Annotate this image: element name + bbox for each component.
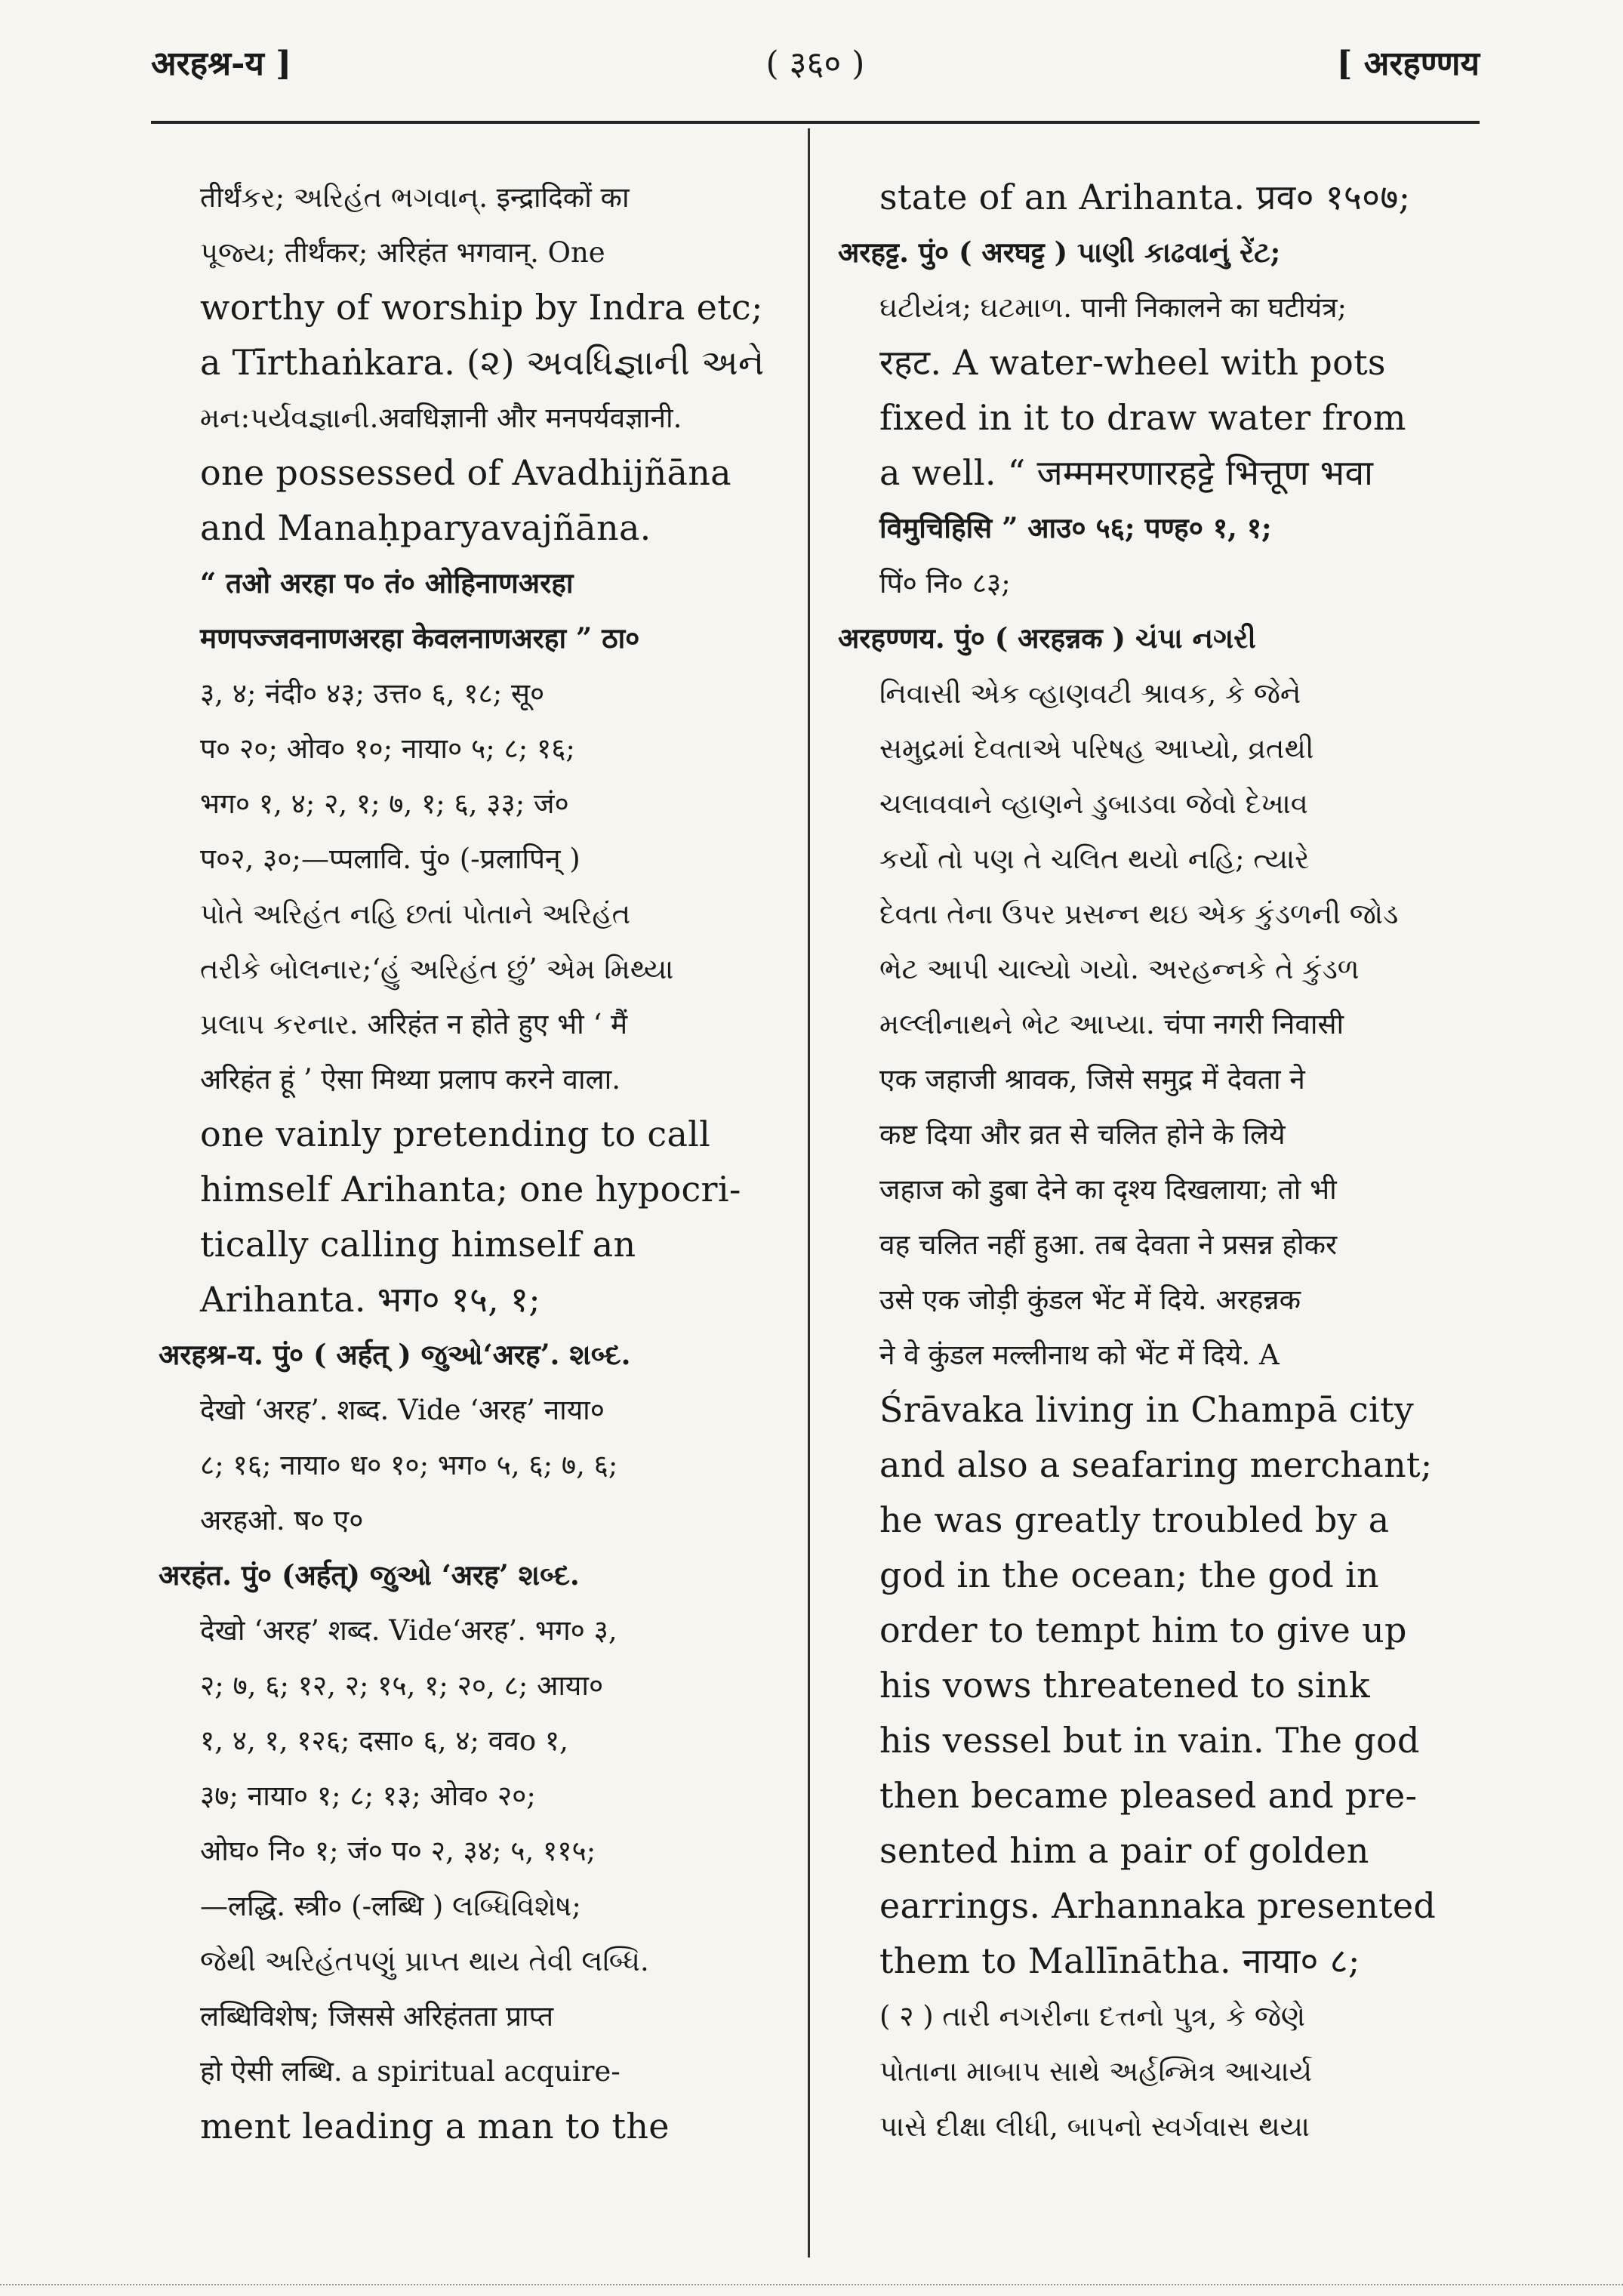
page-number: ( ३६० ) [765, 45, 865, 83]
text-line: a Tīrthaṅkara. (૨) અવધિજ્ઞાની અને [200, 342, 765, 383]
text-line: लब्धिविशेष; जिससे अरिहंतता प्राप्त [200, 2000, 554, 2032]
left-column [159, 170, 793, 2154]
text-line: his vessel but in vain. The god [879, 1720, 1420, 1761]
right-column [838, 170, 1476, 2154]
text-line: कष्ट दिया और व्रत से चलित होने के लिये [879, 1118, 1286, 1151]
text-line: ચલાવવાને વ્હાણને ડુબાડવા જેવો દેખાવ [879, 787, 1308, 820]
text-line: મન:પર્યવજ્ઞાની.अवधिज्ञानी और मनपर्यवज्ञानी. [200, 402, 682, 434]
header-left-guideword: अरहश्र-य ] [151, 45, 292, 83]
text-line: god in the ocean; the god in [879, 1555, 1379, 1595]
text-line: ( २ ) તારી નગરીના દત્તનો પુત્ર, કે જેણે [879, 2000, 1306, 2032]
text-line: देखो ‘अरह’ शब्द. Vide‘अरह’. भग० ३, [200, 1614, 617, 1647]
text-line: order to tempt him to give up [879, 1610, 1407, 1650]
text-line: પૂજ્ય; तीर्थंकर; अरिहंत भगवान्. One [200, 236, 605, 269]
text-line: देखो ‘अरह’. शब्द. Vide ‘अरह’ नाया० [200, 1394, 605, 1426]
text-line: वह चलित नहीं हुआ. तब देवता ने प्रसन्न होकर [879, 1228, 1338, 1261]
text-line: નિવાસી એક વ્હાણવટી શ્રાવક, કે જેને [879, 677, 1301, 710]
text-line: સમુદ્રમાં દેવતાએ પરિષહ આપ્યો, વ્રતથી [879, 732, 1314, 765]
text-line: one possessed of Avadhijñāna [200, 452, 731, 493]
text-line: પોતાના માબાપ સાથે અર્હન્મિત્ર આચાર્ય [879, 2055, 1313, 2088]
text-line: મલ્લીનાથને ભેટ આપ્યા. चंपा नगरी निवासी [879, 1008, 1344, 1040]
text-line: तीर्थंકર; અરિહંત ભગવાન્. इन्द्रादिकों का [200, 181, 630, 214]
text-line: प० २०; ओव० १०; नाया० ५; ८; १६; [200, 732, 575, 765]
entry-headword-line: अरहश्र-य. पुं० ( अर्हत् ) જુઓ‘अरह’. શબ્દ. [159, 1338, 631, 1371]
page-header [151, 39, 1480, 92]
text-line: Śrāvaka living in Champā city [879, 1389, 1415, 1430]
text-line: કર્યો તો પણ તે ચલિત થયો નહિ; ત્યારે [879, 843, 1310, 875]
text-line: ઘટીયંત્ર; ઘટમાળ. पानी निकालने का घटीयंत्र; [879, 291, 1347, 324]
text-line: एक जहाजी श्रावक, जिसे समुद्र में देवता ने [879, 1063, 1305, 1096]
text-line: विमुचिहिसि ” आउ० ५६; पण्ह० १, १; [879, 511, 1272, 544]
text-line: his vows threatened to sink [879, 1665, 1370, 1706]
text-line: ने वे कुंडल मल्लीनाथ को भेंट में दिये. A [879, 1339, 1280, 1371]
text-line: himself Arihanta; one hypocri- [200, 1169, 741, 1210]
text-line: ३, ४; नंदी० ४३; उत्त० ६, १८; सू० [200, 677, 545, 710]
text-line: Arihanta. भग० १५, १; [200, 1279, 541, 1320]
text-line: अरहओ. ष० ए० [200, 1504, 364, 1536]
text-line: हो ऐसी लब्धि. a spiritual acquire- [200, 2055, 621, 2088]
text-line: ભેટ આપી ચાલ્યો ગયો. અરહન્નકે તે કુંડળ [879, 953, 1360, 985]
text-line: worthy of worship by Indra etc; [200, 287, 763, 328]
text-line: earrings. Arhannaka presented [879, 1885, 1437, 1926]
text-line: मणपज्जवनाणअरहा केवलनाणअरहा ” ठा० [200, 621, 640, 655]
header-rule [151, 121, 1480, 124]
text-line: —लद्धि. स्त्री० (-लब्धि ) લબ્ધિવિશેષ; [200, 1890, 581, 1922]
text-line: a well. “ जम्ममरणारहट्टे भित्तूण भवा [879, 452, 1374, 493]
text-line: તરીકે બોલનાર;‘હું અરિહંત છું’ એમ મિથ્યા [200, 953, 674, 985]
text-line: १, ४, १, १२६; दसा० ६, ४; ववo १, [200, 1724, 568, 1757]
text-line: પાસે દીક્ષા લીધી, બાપનો સ્વર્ગવાસ થયા [879, 2110, 1310, 2143]
text-line: “ तओ अरहा प० तं० ओहिनाणअरहा [200, 566, 574, 599]
text-line: them to Mallīnātha. नाया० ८; [879, 1940, 1360, 1981]
text-line: २; ७, ६; १२, २; १५, १; २०, ८; आया० [200, 1669, 604, 1702]
text-line: ओघ० नि० १; जं० प० २, ३४; ५, ११५; [200, 1835, 596, 1867]
text-line: state of an Arihanta. प्रव० १५०७; [879, 177, 1411, 217]
entry-headword-line: अरहण्णय. पुं० ( अरहन्नक ) ચંપા નગરી [838, 621, 1256, 655]
entry-headword-line: अरहंत. पुं० (अर्हत्) જુઓ ‘अरह’ શબ્દ. [159, 1558, 580, 1592]
text-line: पिं० नि० ८३; [879, 567, 1011, 599]
entry-headword-line: अरहट्ट. पुं० ( अरघट्ट ) પાણી કાઢવાનું રેંટ; [838, 236, 1281, 269]
text-line: પ્રલાપ કરનાર. अरिहंत न होते हुए भी ‘ मैं [200, 1008, 628, 1040]
text-line: रहट. A water-wheel with pots [879, 342, 1386, 383]
text-line: and also a seafaring merchant; [879, 1444, 1433, 1485]
column-divider [808, 128, 810, 2257]
text-line: उसे एक जोड़ी कुंडल भेंट में दिये. अरहन्नक [879, 1284, 1301, 1316]
text-line: ment leading a man to the [200, 2106, 670, 2147]
text-line: प०२, ३०;—प्पलावि. पुं० (-प्रलापिन् ) [200, 843, 581, 875]
bottom-edge-rule [0, 2284, 1623, 2287]
text-line: ३७; नाया० १; ८; १३; ओव० २०; [200, 1780, 536, 1812]
text-line: भग० १, ४; २, १; ७, १; ६, ३३; जं० [200, 787, 569, 820]
text-line: अरिहंत हूं ’ ऐसा मिथ्या प्रलाप करने वाला. [200, 1063, 621, 1096]
text-line: sented him a pair of golden [879, 1830, 1369, 1871]
header-right-guideword: [ अरहण्णय [1336, 45, 1480, 83]
text-line: fixed in it to draw water from [879, 397, 1406, 438]
text-line: one vainly pretending to call [200, 1114, 711, 1154]
text-line: he was greatly troubled by a [879, 1499, 1390, 1540]
text-line: પોતે અરિહંત નહિ છતાં પોતાને અરિહંત [200, 898, 631, 930]
text-line: जहाज को डुबा देने का दृश्य दिखलाया; तो भी [879, 1173, 1337, 1206]
text-line: and Manaḥparyavajñāna. [200, 507, 651, 548]
text-line: જેથી અરિહંતપણું પ્રાપ્ત થાય તેવી લબ્ધિ. [200, 1945, 649, 1977]
text-line: tically calling himself an [200, 1224, 636, 1265]
text-line: ८; १६; नाया० ध० १०; भग० ५, ६; ७, ६; [200, 1449, 618, 1481]
text-line: દેવતા તેના ઉપર પ્રસન્ન થઇ એક કુંડળની જોડ [879, 898, 1399, 930]
text-line: then became pleased and pre- [879, 1775, 1418, 1816]
